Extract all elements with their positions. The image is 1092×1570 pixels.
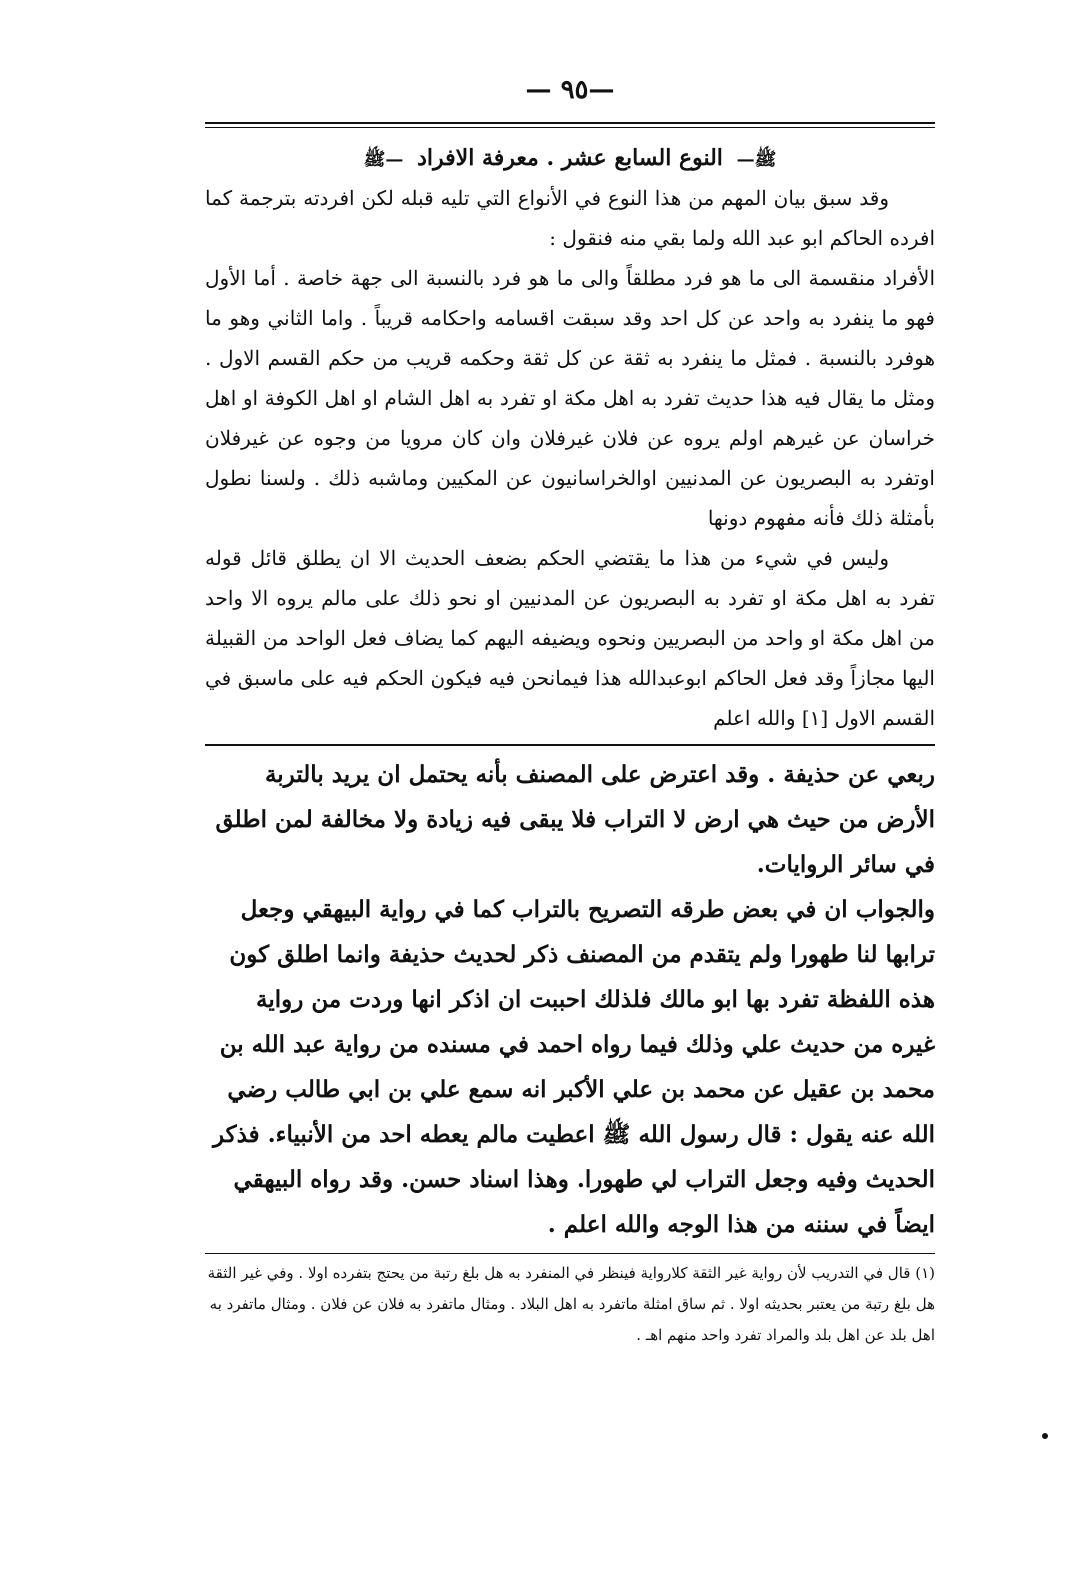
paragraph-intro: وقد سبق بيان المهم من هذا النوع في الأنواع التي تليه قبله لكن افردته بترجمة كما افرده الحاكم ابو عبد الله ولما بقي منه فنقول : [205,186,935,250]
margin-dot [1042,1433,1048,1439]
commentary-paragraph-2: والجواب ان في بعض طرقه التصريح بالتراب كما في رواية البيهقي وجعل ترابها لنا طهورا ولم يتقدم من المصنف ذكر لحديث حذيفة وانما اطلق كون هذه اللفظة تفرد بها ابو مالك فلذلك احببت ان اذكر انها وردت من رواية غيره من حديث علي وذلك فيما رواه احمد في مسنده من رواية عبد الله بن محمد بن عقيل عن محمد بن علي الأكبر انه سمع علي بن ابي طالب رضي الله عنه يقول : قال رسول الله ﷺ اعطيت مالم يعطه احد من الأنبياء. فذكر الحديث وفيه وجعل التراب لي طهورا. وهذا اسناد حسن. وقد رواه البيهقي ايضاً في سننه من هذا الوجه والله اعلم . [212,896,935,1238]
book-page [205,70,935,1351]
commentary-paragraph-1: ربعي عن حذيفة . وقد اعترض على المصنف بأنه يحتمل ان يريد بالتربة الأرض من حيث هي ارض لا التراب فلا يبقى فيه زيادة ولا مخالفة لمن اطلق في سائر الروايات. [215,761,935,878]
main-text [205,178,935,738]
header-rule [205,122,935,128]
footnote-rule [205,1253,935,1254]
footnotes [205,1258,935,1351]
page-number: —٩٥ — [525,75,615,105]
chapter-title-line [205,138,935,178]
commentary-text [205,752,935,1247]
paragraph-afrad: الأفراد منقسمة الى ما هو فرد مطلقاً والى ما هو فرد بالنسبة الى جهة خاصة . أما الأول فهو ما ينفرد به واحد عن كل احد وقد سبقت اقسامه واحكامه قريباً . واما الثاني وهو ما هوفرد بالنسبة . فمثل ما ينفرد به ثقة عن كل ثقة وحكمه قريب من حكم القسم الاول . ومثل ما يقال فيه هذا حديث تفرد به اهل مكة او تفرد به اهل الشام او اهل الكوفة او اهل خراسان عن غيرهم اولم يروه عن فلان غيرفلان وان كان مرويا من وجوه عن غيرفلان اوتفرد به البصريون عن المدنيين اوالخراسانيون عن المكيين وماشبه ذلك . ولسنا نطول بأمثلة ذلك فأنه مفهوم دونها [205,266,936,530]
title-ornament-right: ﷺ— [736,149,777,170]
chapter-title: النوع السابع عشر . معرفة الافراد [417,145,723,171]
footnote-1: (١) قال في التدريب لأن رواية غير الثقة كلارواية فينظر في المنفرد به هل بلغ رتبة من يحتج بتفرده اولا . وفي غير الثقة هل بلغ رتبة من يعتبر بحديثه اولا . ثم ساق امثلة ماتفرد به اهل البلاد . ومثال ماتفرد به فلان عن فلان . ومثال ماتفرد به اهل بلد عن اهل بلد والمراد تفرد واحد منهم اهـ . [207,1264,935,1344]
commentary-separator [205,744,935,746]
paragraph-laysa: وليس في شيء من هذا ما يقتضي الحكم بضعف الحديث الا ان يطلق قائل قوله تفرد به اهل مكة او تفرد به البصريون عن المدنيين او نحو ذلك على مالم يروه الا واحد من اهل مكة او واحد من البصريين ونحوه ويضيفه اليهم كما يضاف فعل الواحد من القبيلة اليها مجازاً وقد فعل الحاكم ابوعبدالله هذا فيمانحن فيه فيكون الحكم فيه على ماسبق في القسم الاول [١] والله اعلم [205,546,935,730]
title-ornament-left: —ﷺ [363,149,404,170]
